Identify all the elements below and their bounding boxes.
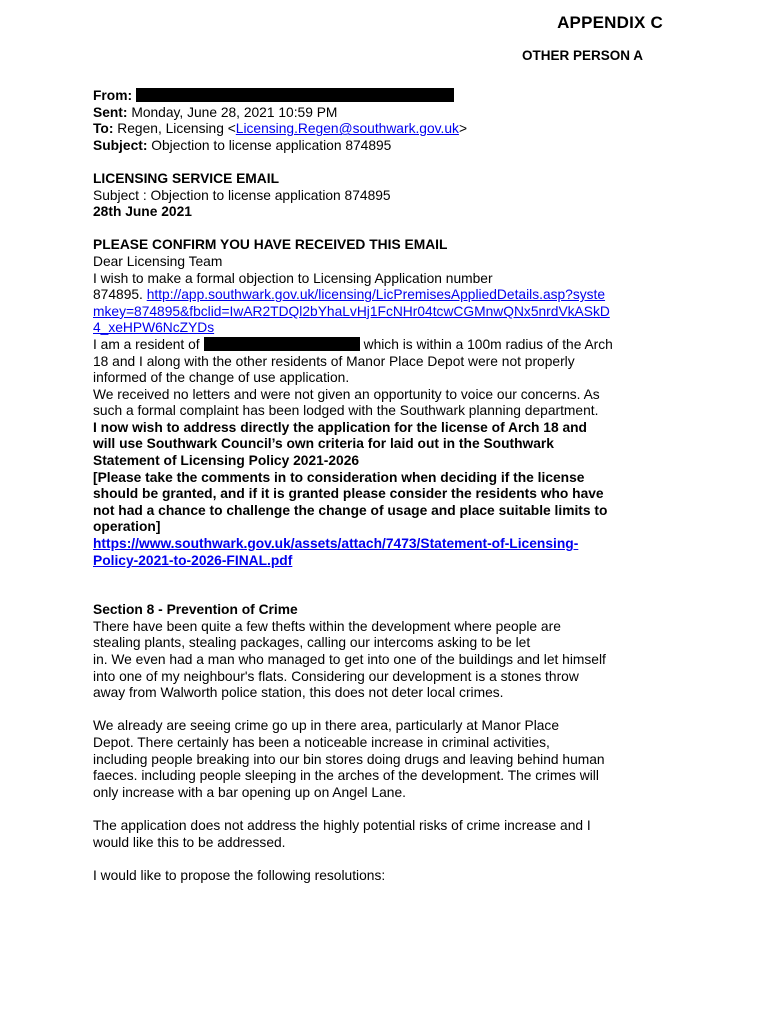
p1-line: into one of my neighbour's flats. Considering our development is a stones throw (93, 668, 579, 684)
from-label: From: (93, 88, 133, 103)
service-title: LICENSING SERVICE EMAIL (93, 170, 280, 186)
no-letters-line-1: We received no letters and were not given an opportunity to voice our concerns. As (93, 386, 600, 402)
p3-line: would like this to be addressed. (93, 834, 286, 850)
application-link-cont[interactable]: mkey=874895&fbclid=IwAR2TDQl2bYhaLvHj1FcNHr04tcwCGMnwQNx5nrdVkASkD (93, 303, 610, 319)
to-name: Regen, Licensing < (117, 121, 236, 137)
p1-line: stealing plants, stealing packages, calling our intercoms asking to be let (93, 635, 531, 651)
resident-line-3: informed of the change of use application. (93, 370, 350, 386)
resident-row (93, 337, 683, 354)
to-close: > (458, 121, 467, 137)
redaction-bar (136, 88, 454, 102)
p1-line: in. We even had a man who managed to get into one of the buildings and let himself (93, 652, 606, 667)
resolutions-intro: I would like to propose the following resolutions: (93, 867, 386, 883)
p2-line: faeces. including people sleeping in the arches of the development. The crimes will (93, 768, 599, 784)
other-person-heading: OTHER PERSON A (521, 48, 643, 63)
bold-statement-7: operation] (93, 519, 161, 535)
app-number: 874895. (93, 287, 147, 303)
to-row (93, 121, 683, 138)
sent-row (93, 105, 683, 122)
application-link[interactable]: http://app.southwark.gov.uk/licensing/LicPremisesAppliedDetails.asp?syste (146, 287, 606, 303)
resident-start: I am a resident of (93, 336, 200, 352)
appendix-heading: APPENDIX C (557, 13, 663, 32)
bold-statement-6: not had a chance to challenge the change of usage and place suitable limits to (93, 502, 608, 518)
p1-line: away from Walworth police station, this does not deter local crimes. (93, 685, 504, 701)
bold-statement-5: should be granted, and if it is granted please consider the residents who have (93, 486, 604, 502)
from-row (93, 88, 683, 105)
resident-end: which is within a 100m radius of the Arch (363, 336, 613, 352)
sent-label: Sent: (93, 104, 128, 120)
p2-line: Depot. There certainly has been a noticeable increase in criminal activities, (93, 734, 550, 750)
section-8-title: Section 8 - Prevention of Crime (93, 602, 298, 618)
p2-line: only increase with a bar opening up on Angel Lane. (93, 784, 406, 800)
app-link-row (93, 287, 683, 304)
p2-line: We already are seeing crime go up in there area, particularly at Manor Place (93, 718, 560, 734)
p3-line: The application does not address the highly potential risks of crime increase and I (93, 817, 591, 833)
subject-label: Subject: (93, 137, 148, 153)
to-label: To: (93, 121, 114, 137)
application-link-end[interactable]: 4_xeHPW6NcZYDs (93, 320, 215, 336)
policy-link-cont[interactable]: Policy-2021-to-2026-FINAL.pdf (93, 552, 293, 568)
subject-row (93, 138, 683, 155)
greeting: Dear Licensing Team (93, 253, 223, 269)
no-letters-line-2: such a formal complaint has been lodged with the Southwark planning department. (93, 403, 599, 419)
resident-line-2: 18 and I along with the other residents of Manor Place Depot were not properly (93, 353, 575, 369)
confirm-request: PLEASE CONFIRM YOU HAVE RECEIVED THIS EMAIL (93, 237, 448, 253)
redaction-bar (204, 337, 360, 351)
p2-line: including people breaking into our bin stores doing drugs and leaving behind human (93, 751, 605, 767)
service-subject: Subject : Objection to license application 874895 (93, 187, 391, 203)
policy-link[interactable]: https://www.southwark.gov.uk/assets/attach/7473/Statement-of-Licensing- (93, 536, 579, 552)
bold-statement-2: will use Southwark Council’s own criteria for laid out in the Southwark (93, 436, 554, 452)
intro-line: I wish to make a formal objection to Licensing Application number (93, 270, 493, 286)
bold-statement-3: Statement of Licensing Policy 2021-2026 (93, 453, 360, 469)
sent-value: Monday, June 28, 2021 10:59 PM (131, 104, 338, 120)
to-email-link[interactable]: Licensing.Regen@southwark.gov.uk (235, 121, 459, 137)
email-body (93, 88, 683, 884)
bold-statement-1: I now wish to address directly the application for the license of Arch 18 and (93, 419, 587, 435)
subject-value: Objection to license application 874895 (151, 137, 392, 153)
bold-statement-4: [Please take the comments in to consideration when deciding if the license (93, 469, 585, 485)
p1-line: There have been quite a few thefts within the development where people are (93, 618, 561, 634)
service-date: 28th June 2021 (93, 204, 192, 220)
